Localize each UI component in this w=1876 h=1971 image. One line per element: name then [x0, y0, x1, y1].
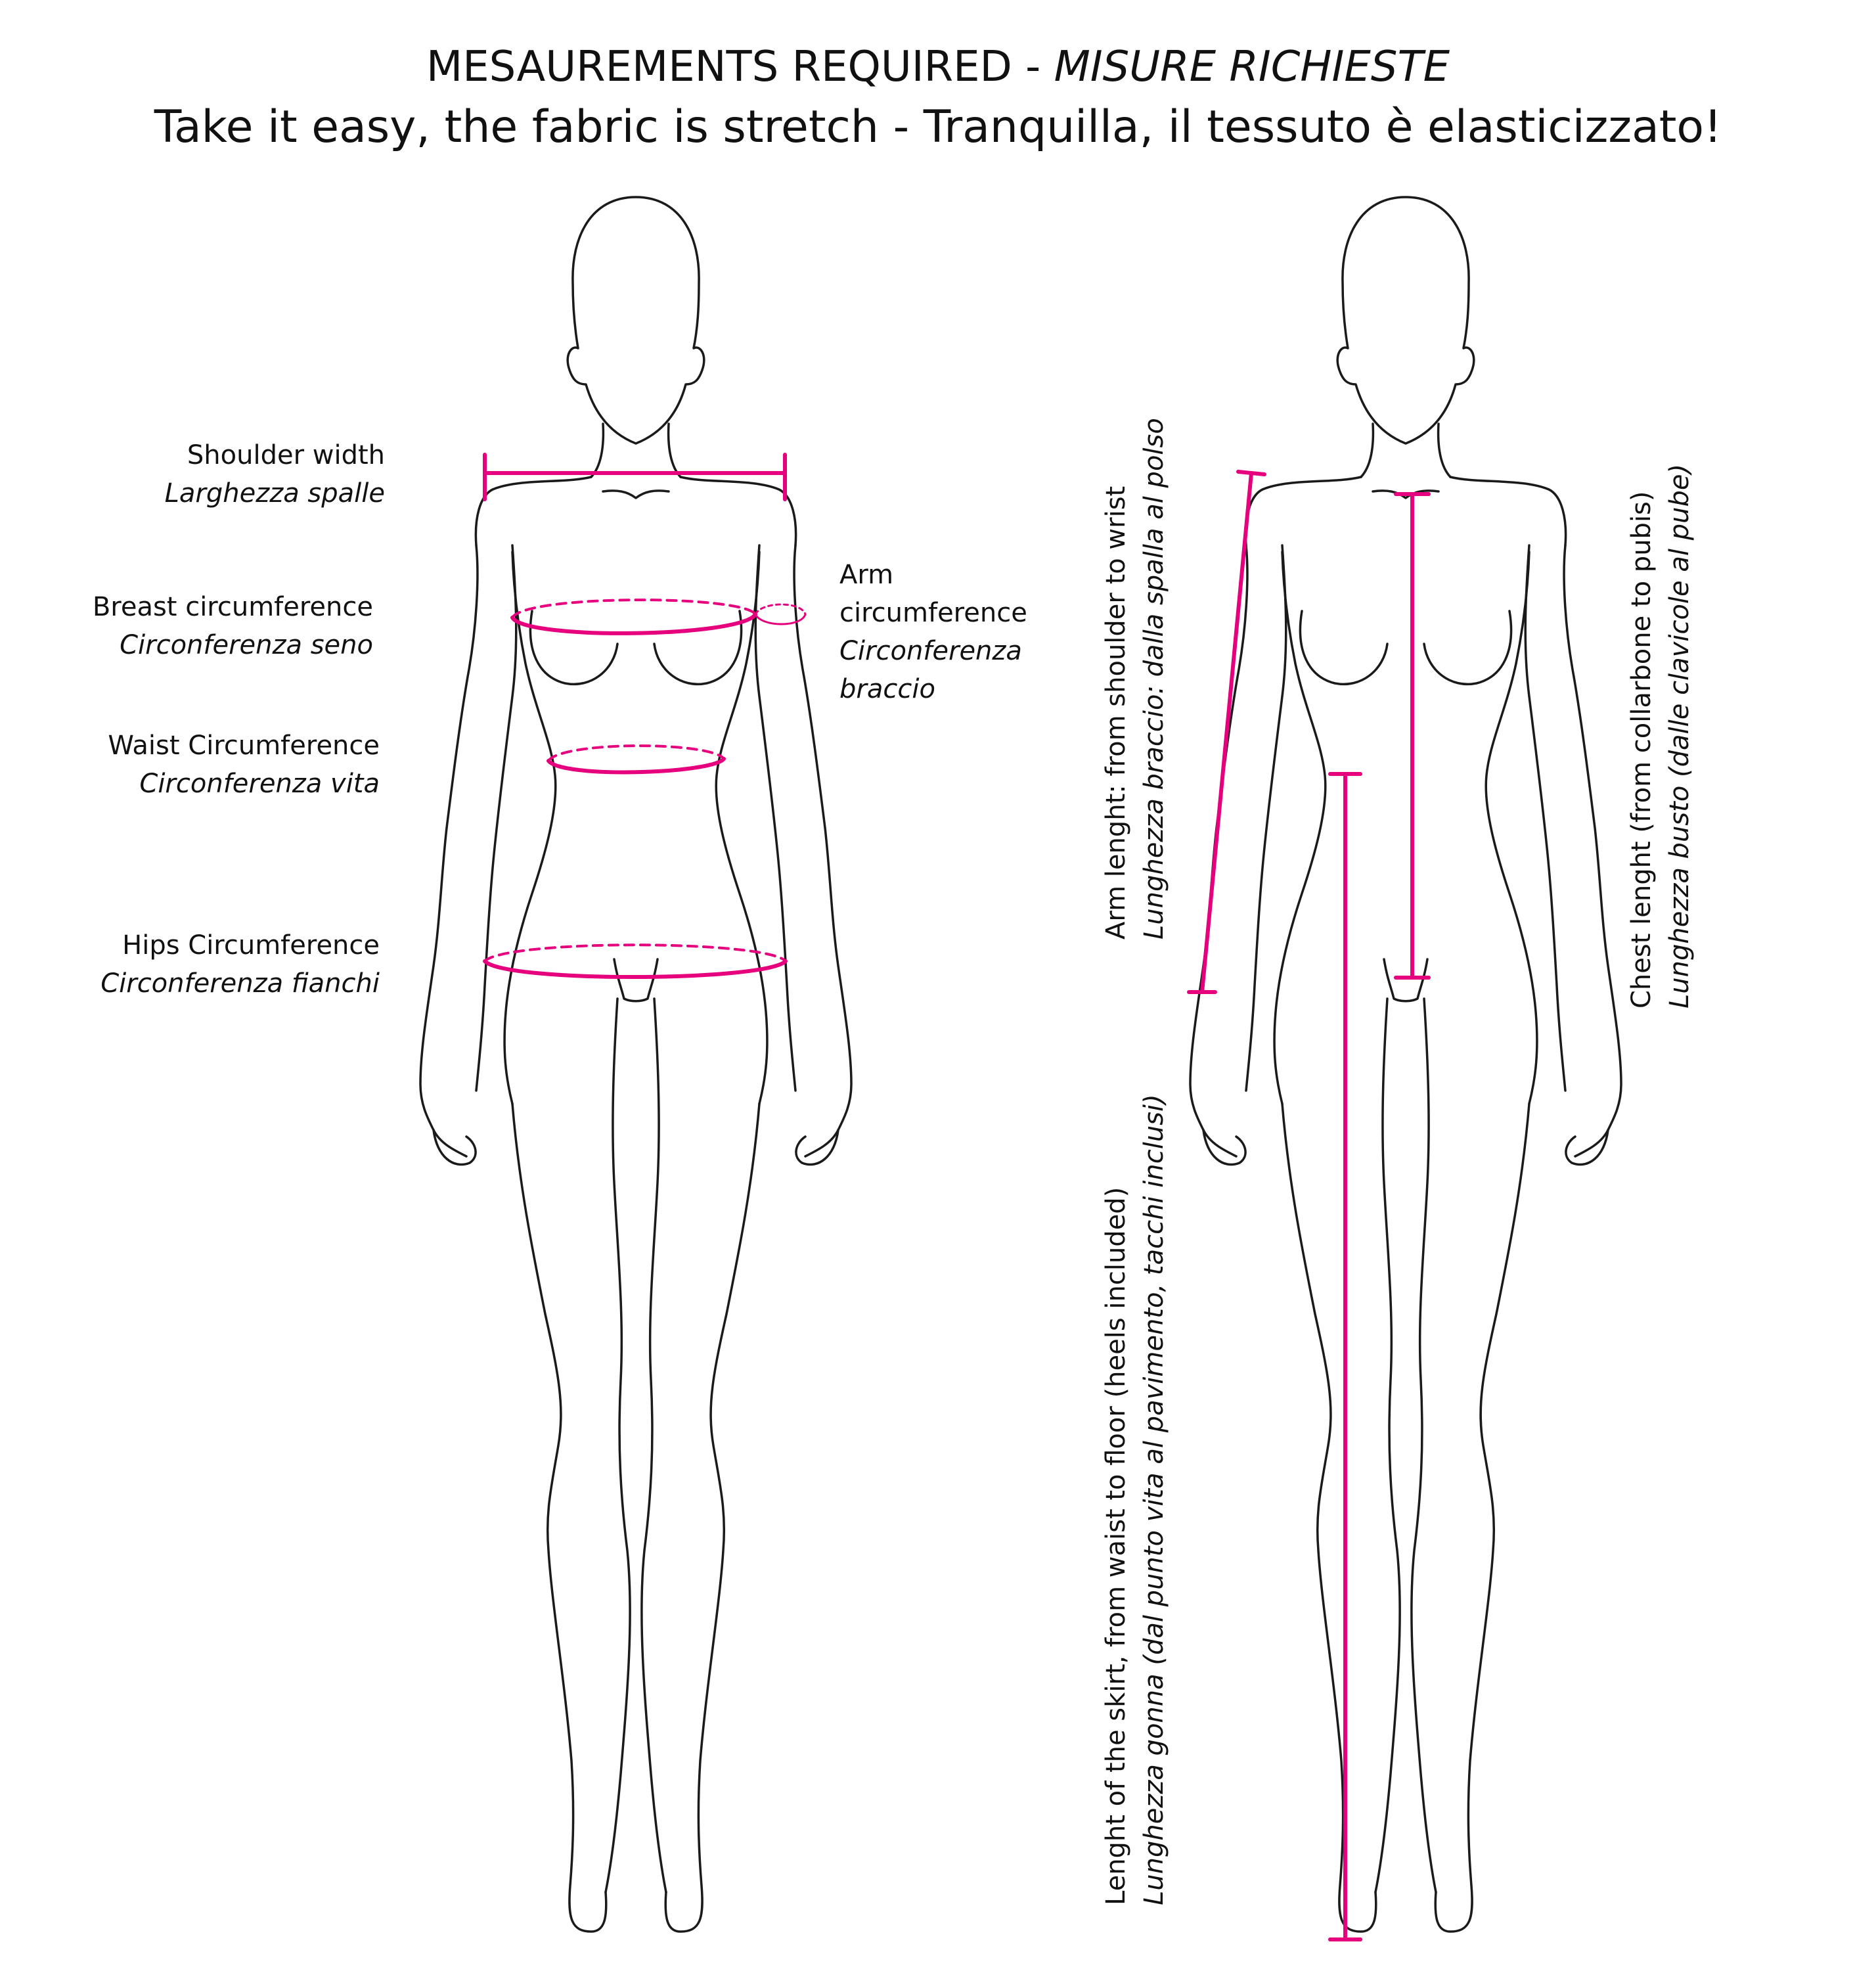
skirt-length-en: Lenght of the skirt, from waist to floor (heels included): [1101, 1187, 1131, 1905]
breast-circumference-line: [512, 600, 755, 633]
shoulder-width-it: Larghezza spalle: [164, 478, 385, 509]
skirt-length-label: [1097, 1094, 1173, 1905]
arm-circumference-en1: Arm: [839, 560, 894, 590]
hips-circumference-it: Circonferenza fianchi: [100, 968, 380, 999]
arm-circumference-it1: Circonferenza: [839, 636, 1022, 666]
arm-length-line: [1189, 472, 1264, 992]
title-italian: MISURE RICHIESTE: [1054, 43, 1450, 91]
waist-circumference-it: Circonferenza vita: [139, 769, 380, 799]
shoulder-width-en: Shoulder width: [187, 440, 385, 470]
chest-length-label: [1622, 464, 1699, 1008]
waist-circumference-line: [548, 746, 724, 772]
arm-length-label: [1097, 418, 1173, 940]
hips-circumference-label: [66, 926, 380, 1003]
page-subtitle: Take it easy, the fabric is stretch - Tranquilla, il tessuto è elasticizzato!: [154, 101, 1722, 153]
title-english: MESAUREMENTS REQUIRED -: [426, 43, 1054, 91]
hips-circumference-line: [485, 945, 786, 977]
arm-circumference-it2: braccio: [839, 674, 935, 704]
chest-length-en: Chest lenght (from collarbone to pubis): [1626, 491, 1657, 1008]
chest-length-it: Lunghezza busto (dalle clavicole al pube): [1664, 463, 1695, 1008]
shoulder-width-line: [485, 455, 785, 499]
breast-circumference-label: [39, 588, 373, 664]
skirt-length-line: [1330, 774, 1360, 1939]
waist-circumference-label: [66, 727, 380, 803]
second-figure: [1190, 197, 1621, 1932]
arm-circumference-line: [755, 604, 805, 624]
arm-circumference-label: [839, 556, 1115, 708]
shoulder-width-label: [131, 436, 385, 512]
skirt-length-it: Lunghezza gonna (dal punto vita al pavimento, tacchi inclusi): [1139, 1094, 1169, 1905]
arm-length-en: Arm lenght: from shoulder to wrist: [1101, 486, 1131, 940]
chest-length-line: [1396, 494, 1429, 978]
breast-circumference-en: Breast circumference: [92, 592, 373, 622]
waist-circumference-en: Waist Circumference: [108, 731, 380, 761]
breast-circumference-it: Circonferenza seno: [120, 630, 373, 660]
hips-circumference-en: Hips Circumference: [122, 930, 380, 961]
arm-length-it: Lunghezza braccio: dalla spalla al polso: [1139, 418, 1169, 940]
arm-circumference-en2: circumference: [839, 598, 1027, 628]
